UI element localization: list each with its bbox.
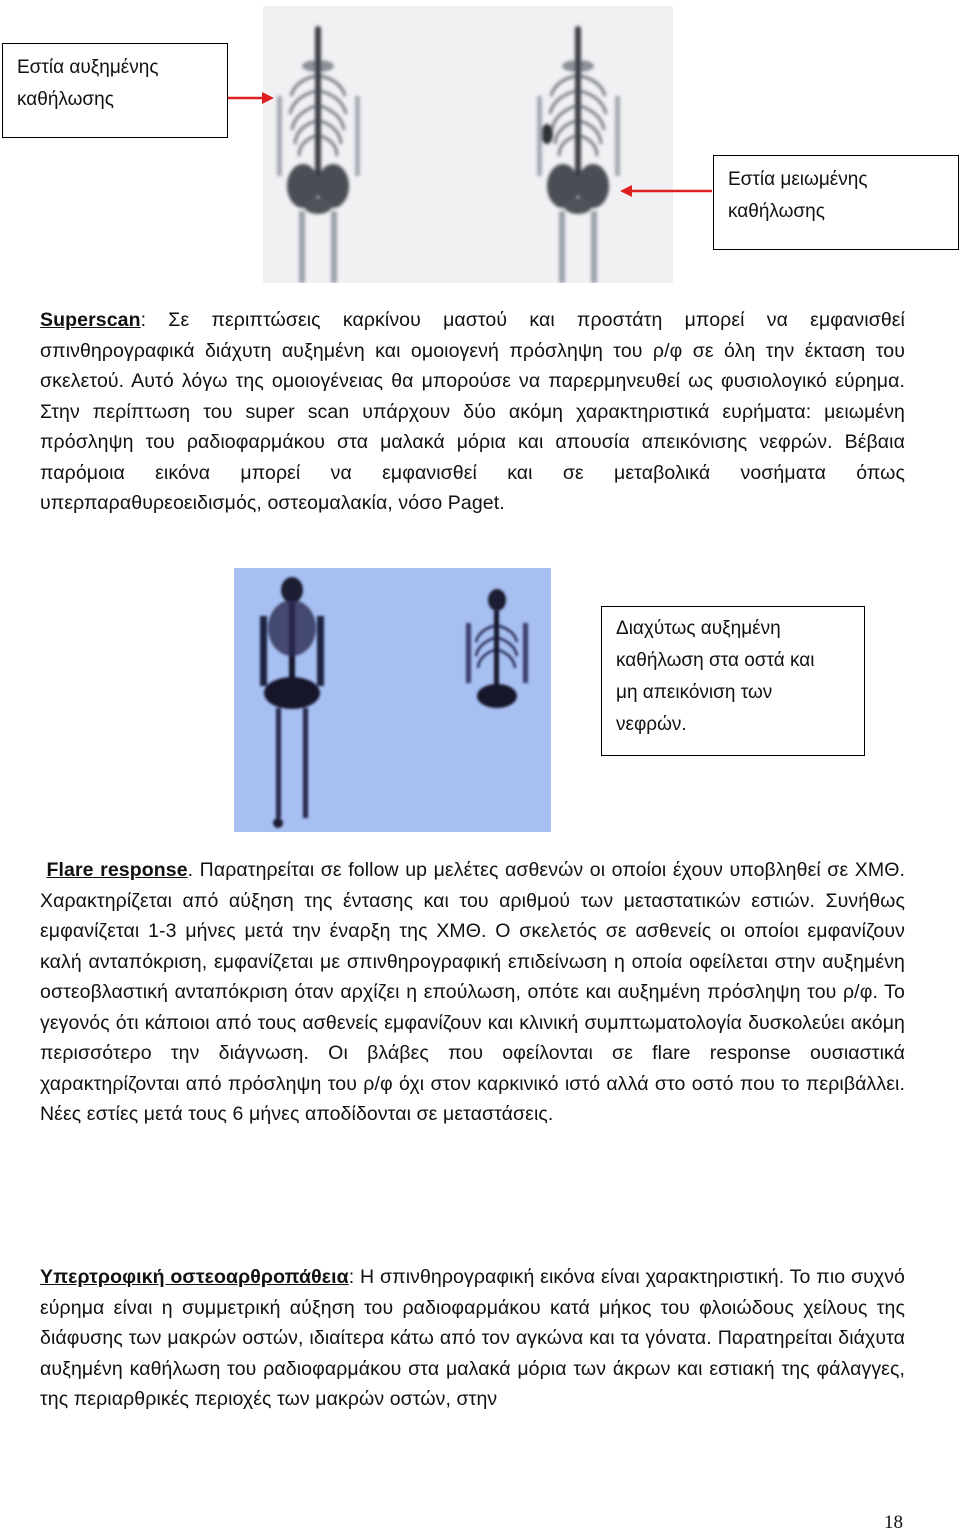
bone-scan-image-1 xyxy=(263,6,673,283)
term-superscan: Superscan xyxy=(40,309,141,331)
hypertrophic-text: : Η σπινθηρογραφική εικόνα είναι χαρακτηριστική. Το πιο συχνό εύρημα είναι η συμμετρική αύξηση του ραδιοφαρμάκου κατά μήκος του φλοιώδους χείλους της διάφυσης των μακρών οστών, ιδιαίτερα κάτω από τον αγκώνα και τα γόνατα. Παρατηρείται διάχυτα αυξημένη καθήλωση του ραδιοφαρμάκου στα μαλακά μόρια των άκρων και εστιακή της φάλαγγες, της περιαρθρικές περιοχές των μακρών οστών, στην xyxy=(40,1266,905,1410)
bone-scan-drawing-2 xyxy=(234,568,551,832)
callout-increased-uptake xyxy=(2,43,228,138)
bone-scan-drawing-1 xyxy=(263,6,673,283)
term-flare-response: Flare response xyxy=(46,859,188,881)
callout-superscan-line3: μη απεικόνιση των xyxy=(616,682,773,703)
callout-superscan-line2: καθήλωση στα οστά και xyxy=(616,650,815,671)
paragraph-flare-response xyxy=(40,855,905,1130)
callout-increased-uptake-line2: καθήλωσης xyxy=(17,89,114,110)
callout-decreased-uptake-line1: Εστία μειωμένης xyxy=(728,169,868,190)
term-hypertrophic-osteoarthropathy: Υπερτροφική οστεοαρθροπάθεια xyxy=(40,1266,349,1288)
paragraph-superscan xyxy=(40,305,905,519)
skeleton-superscan-right xyxy=(466,589,528,708)
superscan-text: : Σε περιπτώσεις καρκίνου μαστού και προστάτη μπορεί να εμφανισθεί σπινθηρογραφικά διάχυτη αυξημένη και ομοιογενή πρόσληψη του ρ/φ σε όλη την έκταση του σκελετού. Αυτό λόγω της ομοιογένειας θα μπορούσε να παρερμηνευθεί ως φυσιολογικό εύρημα. Στην περίπτωση του super scan υπάρχουν δύο ακόμη χαρακτηριστικά ευρήματα: μειωμένη πρόσληψη του ραδιοφαρμάκου στα μαλακά μόρια και απουσία απεικόνισης νεφρών. Βέβαια παρόμοια εικόνα μπορεί να εμφανισθεί και σε μεταβολικά νοσήματα όπως υπερπαραθυρεοειδισμός, οστεομαλακία, νόσο Paget. xyxy=(40,309,905,514)
callout-superscan-line4: νεφρών. xyxy=(616,714,687,735)
callout-increased-uptake-line1: Εστία αυξημένης xyxy=(17,57,159,78)
callout-superscan-line1: Διαχύτως αυξημένη xyxy=(616,618,781,639)
callout-decreased-uptake-line2: καθήλωσης xyxy=(728,201,825,222)
page-number: 18 xyxy=(884,1512,903,1533)
callout-decreased-uptake xyxy=(713,155,959,250)
bone-scan-image-2 xyxy=(234,568,551,832)
arrow-decreased-uptake xyxy=(620,183,712,199)
flare-text: . Παρατηρείται σε follow up μελέτες ασθενών οι οποίοι έχουν υποβληθεί σε ΧΜΘ. Χαρακτηρίζεται από αύξηση της έντασης και του αριθμού των μεταστατικών εστιών. Συνήθως εμφανίζεται 1-3 μήνες μετά την έναρξη της ΧΜΘ. Ο σκελετός σε ασθενείς οι οποίοι εμφανίζουν καλή ανταπόκριση, εμφανίζεται με σπινθηρογραφική επιδείνωση η οποία οφείλεται στην αυξημένη οστεοβλαστική ανταπόκριση όταν αρχίζει η επούλωση, οπότε και αυξημένη πρόσληψη του ρ/φ. Το γεγονός ότι κάποιοι από τους ασθενείς εμφανίζουν και κλινική συμπτωματολογία δυσκολεύει ακόμη περισσότερο την διάγνωση. Οι βλάβες που οφείλονται σε flare response ουσιαστικά χαρακτηρίζονται από πρόσληψη του ρ/φ όχι στον καρκινικό ιστό αλλά στο οστό που το περιβάλλει. Νέες εστίες μετά τους 6 μήνες αποδίδονται σε μεταστάσεις. xyxy=(40,859,905,1125)
paragraph-hypertrophic-osteoarthropathy xyxy=(40,1262,905,1415)
callout-superscan xyxy=(601,606,865,756)
arrow-increased-uptake xyxy=(228,90,274,106)
skeleton-left xyxy=(277,26,360,283)
skeleton-right xyxy=(537,26,620,283)
skeleton-superscan-left xyxy=(260,577,324,828)
